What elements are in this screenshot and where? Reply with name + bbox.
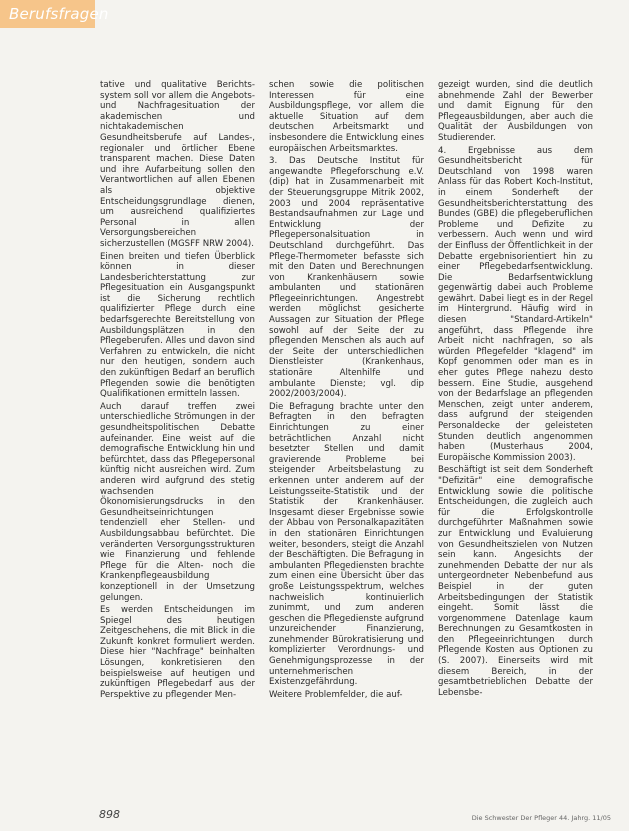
text-column-1 [100,80,255,780]
section-title: Berufsfragen [9,5,109,23]
text-column-2 [269,80,424,780]
paragraph: schen sowie die politischen Interessen für eine Ausbildungspflege, vor allem die aktuelle Situation auf dem deutschen Arbeitsmarkt und insbesondere die Entwicklung eines europäischen Arbeitsmarktes. [269,80,424,154]
article-body [100,80,595,780]
page-number: 898 [99,808,120,821]
section-header-bar [0,0,109,28]
paragraph: Die Befragung brachte unter den Befragten in den befragten Einrichtungen zu einer beträchtlichen Anzahl nicht besetzter Stellen und damit gravierende Probleme bei steigender Arbeitsbelastung zu erkennen unter anderem auf der Leistungsseite-Statistik und der Statistik der Krankenhäuser. Insgesamt dieser Ergebnisse sowie der Abbau von Personalkapazitäten in den stationären Einrichtungen weiter, besonders, steigt die Anzahl der Beschäftigten. Die Befragung in ambulanten Pflegediensten brachte zum einen eine Übersicht über das große Leistungsspektrum, welches nachweislich kontinuierlich zunimmt, und zum anderen geschen die Pflegedienste aufgrund unzureichender Finanzierung, zunehmender Bürokratisierung und komplizierter Verordnungs- und Genehmigungsprozesse in der unternehmerischen Existenzgefährdung. [269,401,424,688]
paragraph: Beschäftigt ist seit dem Sonderheft "Defizitär" eine demografische Entwicklung sowie die politische Entscheidungen, die zugleich auch für die Erfolgskontrolle durchgeführter Maßnahmen sowie zur Entwicklung und Evaluierung von Gesundheitszielen von Nutzen sein kann. Angesichts der zunehmenden Debatte der nur als untergeordneter Nebenbefund aus Beispiel in der guten Arbeitsbedingungen der Statistik eingeht. Somit lässt die vorgenommene Datenlage kaum Berechnungen zu Gesamtkosten in den Pflegeeinrichtungen durch Pflegende Kosten aus Optionen zu (S. 2007). Einerseits wird mit diesem Bereich, in der gesamtbetrieblichen Debatte der Lebensbe- [438,465,593,698]
paragraph: tative und qualitative Berichts-system soll vor allem die Angebots- und Nachfragesituation der akademischen und nichtakademischen Gesundheitsberufe auf Landes-, regionaler und örtlicher Ebene transparent machen. Diese Daten und ihre Aufarbeitung sollen den Verantwortlichen auf allen Ebenen als objektive Entscheidungsgrundlage dienen, um ausreichend qualifiziertes Personal in allen Versorgungsbereichen sicherzustellen (MGSFF NRW 2004). [100,80,255,249]
paragraph: 3. Das Deutsche Institut für angewandte Pflegeforschung e.V. (dip) hat in Zusammenarbeit mit der Steuerungsgruppe Mitrik 2002, 2003 und 2004 repräsentative Bestandsaufnahmen zur Lage und Entwicklung der Pflegepersonalsituation in Deutschland durchgeführt. Das Pflege-Thermometer befasste sich mit den Daten und Berechnungen von Krankenhäusern sowie ambulanten und stationären Pflegeeinrichtungen. Angestrebt werden möglichst gesicherte Aussagen zur Situation der Pflege sowohl auf der Seite der zu pflegenden Menschen als auch auf der Seite der unterschiedlichen Dienstleister (Krankenhaus, stationäre Altenhilfe und ambulante Dienste; vgl. dip 2002/2003/2004). [269,156,424,400]
text-column-3 [438,80,593,780]
paragraph: Auch darauf treffen zwei unterschiedliche Strömungen in der gesundheitspolitischen Debatte aufeinander. Eine weist auf die demografische Entwicklung hin und befürchtet, dass das Pflegepersonal künftig nicht ausreichen wird. Zum anderen wird aufgrund des stetig wachsenden Ökonomisierungsdrucks in den Gesundheitseinrichtungen tendenziell eher Stellen- und Ausbildungsabbau befürchtet. Die veränderten Versorgungsstrukturen wie Finanzierung und fehlende Pflege für die Alten- noch die Krankenpflegeausbildung konzeptionell in der Umsetzung gelungen. [100,401,255,603]
paragraph: gezeigt wurden, sind die deutlich abnehmende Zahl der Bewerber und damit Eignung für den Pflegeausbildungen, aber auch die Qualität der Ausbildungen von Studierender. [438,80,593,143]
footer-source: Die Schwester Der Pfleger 44. Jahrg. 11/05 [471,814,611,822]
paragraph: Es werden Entscheidungen im Spiegel des heutigen Zeitgeschehens, die mit Blick in die Zukunft konkret formuliert werden. Diese hier "Nachfrage" beinhalten Lösungen, konkretisieren den beispielsweise auf heutigen und zukünftigen Pflegebedarf aus der Perspektive zu pflegender Men- [100,605,255,700]
paragraph: Einen breiten und tiefen Überblick können in dieser Landesberichterstattung zur Pflegesituation ein Ausgangspunkt ist die Sicherung rechtlich qualifizierter Pflege durch eine bedarfsgerechte Bereitstellung von Ausbildungsplätzen in den Pflegeberufen. Alles und davon sind Verfahren zu entwickeln, die nicht nur den heutigen, sondern auch den zukünftigen Bedarf an beruflich Pflegenden sowie die benötigten Qualifikationen ermitteln lassen. [100,251,255,400]
paragraph: 4. Ergebnisse aus dem Gesundheitsbericht für Deutschland von 1998 waren Anlass für das Robert Koch-Institut, in einem Sonderheft der Gesundheitsberichterstattung des Bundes (GBE) die pflegeberuflichen Probleme und Defizite zu verbessern. Auch wenn und wird der Einfluss der Öffentlichkeit in der Debatte ergebnisorientiert hin zu einer Pflegebedarfsentwicklung. Die Bedarfsentwicklung gegenwärtig dabei auch Probleme gewährt. Dabei liegt es in der Regel im Hintergrund. Häufig wird in diesen "Standard-Artikeln" angeführt, dass Pflegende ihre Arbeit nicht nachfragen, so als würden Pflegefelder "klagend" im Kopf genommen oder man es in eher gutes Pflege nahezu desto bessern. Eine Studie, ausgehend von der Bedarfslage an pflegenden Menschen, zeigt unter anderem, dass aufgrund der steigenden Personaldecke der geleisteten Stunden deutlich angenommen haben (Musterhaus 2004, Europäische Kommission 2003). [438,145,593,463]
paragraph: Weitere Problemfelder, die auf- [269,689,403,700]
